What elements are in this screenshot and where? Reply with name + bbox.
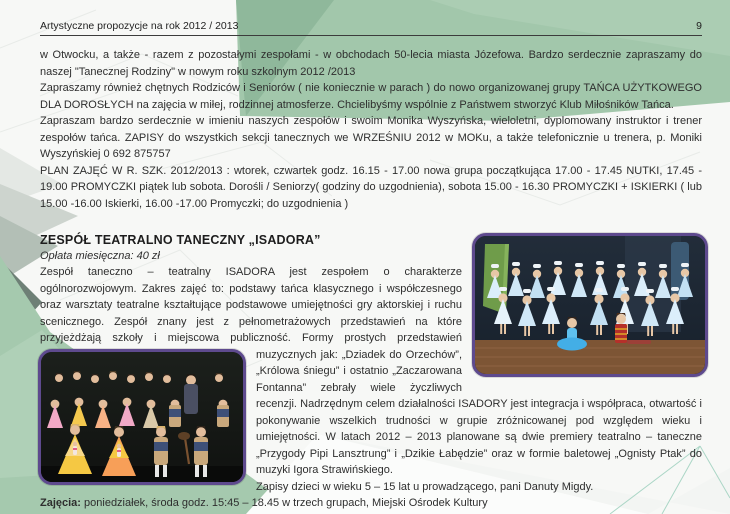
intro-paragraph-3: Zapraszam bardzo serdecznie w imieniu naszych zespołów i swoim Monika Wyszyńska, wieloletni, dyplomowany instruktor i trener zespołów tańca. ZAPISY do wszystkich sekcji tanecznych we WRZEŚNIU 2012 w MOKu, a także telefonicznie u trenera, p. Moniki Wyszyńskiej 0 692 875757 [40,115,702,160]
photo-ballet-group-image [475,236,705,374]
isadora-enrollment-line: Zapisy dzieci w wieku 5 – 15 lat u prowadzącego, pani Danuty Migdy. [256,480,594,493]
isadora-description-part1: Zespół taneczno – teatralny ISADORA jest zespołem o charakterze ogólnorozwojowym. Zakres zajęć to: podstawy tańca klasycznego i współczesnego oraz warsztaty teatralne kształtujące podstawowe umiejętności gry aktorskiej i ruchu scenicznego. Zespół znany jest z pełnometrażowych przedstawień na które przyjeżdżają szkoły i miejscowa publiczność. Formy prostych przedstawień [40,266,462,344]
schedule-label: Zajęcia: [40,497,81,509]
page-number: 9 [696,20,702,32]
isadora-fee-line: Opłata miesięczna: 40 zł [40,250,160,262]
photo-doll-costume-group [38,349,246,485]
intro-paragraph-2: Zapraszamy również chętnych Rodziców i Seniorów ( nie koniecznie w parach ) do nowo organizowanej grupy TAŃCA UŻYTKOWEGO DLA DOROSŁYCH na zajęcia w miłej, rodzinnej atmosferze. Chcielibyśmy wspólnie z Państwem stworzyć Klub Miłośników Tańca. [40,82,702,111]
header-title: Artystyczne propozycje na rok 2012 / 2013 [40,20,239,32]
isadora-description-part2: muzycznych jak: „Dziadek do Orzechów”, „Królowa śniegu” i ostatnio „Zaczarowana Fontanna” zebrały wiele życzliwych recenzji. Nadrzędnym celem działalności ISADORY jest integracja i współpraca, otwartość i pokonywanie wszelkich trudności w grupie zróżnicowanej pod względem wieku i umiejętności. W latach 2012 – 2013 planowane są dwie premiery teatralno – taneczne „Przygody Pipi Lansztrung” i „Dzikie Łabędzie” oraz w formie baletowej „Ognisty Ptak” do muzyki Igora Strawińskiego. [256,348,702,476]
photo-doll-costume-group-image [41,352,243,482]
schedule-text: poniedziałek, środa godz. 15:45 – 18.45 w trzech grupach, Miejski Ośrodek Kultury [80,497,488,509]
isadora-heading: ZESPÓŁ TEATRALNO TANECZNY „ISADORA” [40,233,321,247]
photo-ballet-group [472,233,708,377]
isadora-schedule-line [40,495,702,512]
intro-block [40,47,702,212]
isadora-section [40,233,702,512]
intro-paragraph-4: PLAN ZAJĘĆ W R. SZK. 2012/2013 : wtorek, czwartek godz. 16.15 - 17.00 nowa grupa początkująca 17.00 - 17.45 NUTKI, 17.45 - 19.00 PROMYCZKI piątek lub sobota. Dorośli / Seniorzy( godziny do uzgodnienia), sobota 15.00 - 16.30 PROMYCZKI + ISKIERKI ( lub 15.00 -16.00 Iskierki, 16.00 -17.00 Promyczki; do uzgodnienia ) [40,164,702,210]
intro-paragraph-1: w Otwocku, a także - razem z pozostałymi zespołami - w obchodach 50-lecia miasta Józefowa. Bardzo serdecznie zapraszamy do naszej "Tanecznej Rodziny" w nowym roku szkolnym 2012 /2013 [40,49,702,78]
page-header [40,0,702,36]
